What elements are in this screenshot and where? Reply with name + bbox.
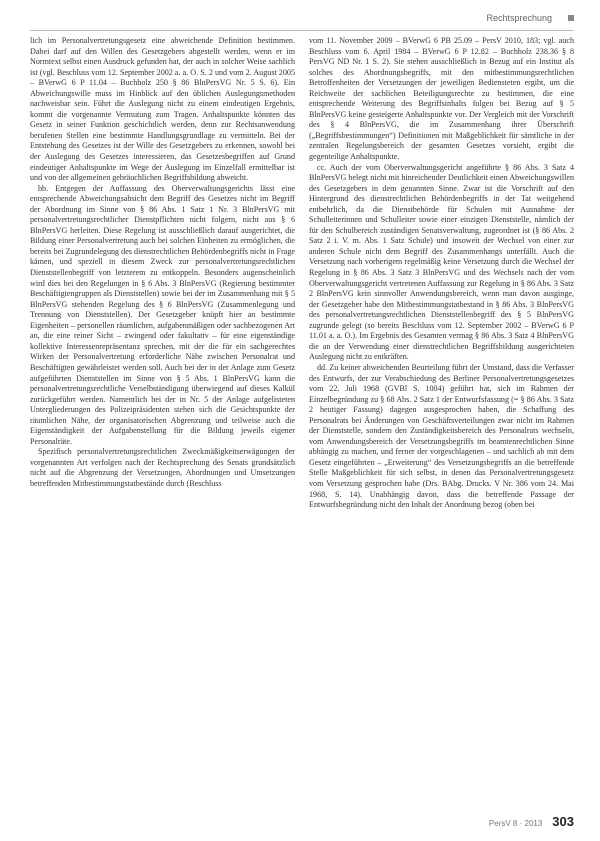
section-title: Rechtsprechung	[486, 13, 552, 23]
paragraph: dd. Zu keiner abweichenden Beurteilung führt der Umstand, dass die Verfasser des Entwurfs, der zur Verabschiedung des Berliner Personalvertretungsgesetzes vom 22. Juli 1968 (GVBl S. 1004) geführt hat, sich im Rahmen der Einzelbegründung zu § 68 Abs. 2 Satz 1 der Entwurfsfassung (= § 86 Abs. 3 Satz 2 heutiger Fassung) dagegen ausgesprochen haben, die Schaffung des Personalrats bei Änderungen von Geschäftsverteilungen zwar nicht im Rahmen der Dienststelle, sondern den Zuständigkeitsbereich des Personalrats wechseln, vom Anwendungsbereich der Versetzungsbegriffs im beamtenrechtlichen Sinne abhängig zu machen, und ferner der vorgeschlagenen – und sachlich ab mit dem Gesetz eingeführten – „Erweiterung“ des Versetzungsbegriffs an die betreffende Stelle Maßgeblichkeit für sich selbst, in denen das Personalvertretungsgesetz vom Versetzung gesprochen habe (Drs. BAbg. Drucks. V Nr. 386 vom 24. Mai 1968, S. 14). Unabhängig davon, dass die betreffende Passage der Entwurfsbegründung nicht den Inhalt der Anordnung bezog (oben bei	[309, 362, 574, 510]
issue-label: PersV 8 · 2013	[488, 819, 543, 828]
paragraph: bb. Entgegen der Auffassung des Oberverwaltungsgerichts lässt eine entsprechende Abweichungsabsicht dem Begriff des Gesetzes nicht im Begriff der Abordnung im Sinne von § 86 Abs. 1 Satz 1 Nr. 3 BlnPersVG mit personalvertretungsrechtlicher Dienstpflichten nicht folgern, nicht aus § 6 BlnPersVG herleiten. Diese Regelung ist ausschließlich darauf ausgerichtet, die Bildung einer Personalvertretung auch bei solchen Einheiten zu ermöglichen, die bereits bei Zugrundelegung des dienstrechtlichen Behördenbegriffs nicht in Frage kämen, und speziell in diesem Zweck zur personalvertretungsrechtlichen Dienststellenbegriff von letzterem zu entkoppeln. Besonders augenscheinlich wird dies bei den Regelungen in § 6 Abs. 3 BlnPersVG (Regierung bestimmter Beschäftigtengruppen als Dienststellen) sowie bei der im Zusammenhang mit § 5 BlnPersVG stehenden Regelung des § 6 BlnPersVG (Zusammenlegung und Trennung von Dienststellen). Der Gesetzgeber knüpft hier an bestimmte Eigenheiten – personellen räumlichen, aufgabenmäßigen oder sachbezogenen Art an, die eine reiner Sicht – zwingend oder fakultativ – für eine eigenständige kollektive Interessenrepräsentanz sprechen, mit der die für ein sachgerechtes Wirken der Personalvertretung erforderliche Nähe zwischen Personalrat und Beschäftigten gewährleistet werden soll. Auch bei der in der Anlage zum Gesetz aufgeführten Dienststellen im Sinne von § 5 Abs. 1 BlnPersVG kann die personalvertretungsrechtliche Verselbständigung überwiegend auf dieses Kalkül zurückgeführt werden. Namentlich bei der in Nr. 5 der Anlage aufgelisteten Untergliederungen des Polizeipräsidenten stehen sich die Gesichtspunkte der räumlichen Nähe, der organisatorischen Abgrenzung und teilweise auch die Eigenständigkeit der Aufgabenstellung für die Bildung jeweils eigener Personalräte.	[30, 183, 295, 446]
page-number: 303	[552, 814, 574, 829]
left-column	[30, 36, 295, 807]
section-marker-icon	[568, 15, 574, 21]
paragraph: lich im Personalvertretungsgesetz eine abweichende Definition bestimmen. Dabei darf auf den Willen des Gesetzgebers abgestellt werden, wenn er im Normtext selbst einen Ausdruck gefunden hat, der auch in solcher Weise sachlich ist (vgl. Beschluss vom 12. September 2002 a. a. O. S. 2 und vom 2. August 2005 – BVerwG 6 P 11.04 – Buchholz 250 § 86 BlnPersVG Nr. 5 S. 6). Ein Abweichungswille muss im Hinblick auf den üblichen Auslegungsmethoden nachweisbar sein. Führt die Auslegung nicht zu einem eindeutigen Ergebnis, kommt die vorgenannte Vermutung zum Tragen. Anhaltspunkte könnten das Gesetz in seiner Funktion geschichtlich werden, denn zur Rechtsanwendung berufenen Stellen eine bestimmte Handlungsgrundlage zu vermitteln. Bei der Entstehung des Gesetzes ist der Wille des Gesetzgebers zu erkennen, sowohl bei der Auslegung des Gesetzes interessieren, das Gesetzesbegriffen auf Grund eindeutiger Anhaltspunkte im Wege der Auslegung im Einzelfall ermittelbar ist und von der allgemeinen gebräuchlichen Begriffsbildung abweicht.	[30, 36, 295, 183]
running-header	[30, 10, 574, 26]
page-footer	[489, 814, 574, 829]
paragraph: Spezifisch personalvertretungsrechtlichen Zweckmäßigkeitserwägungen der vorgenannten Art verfolgen nach der Rechtsprechung des Senats grundsätzlich nicht auf die Abgrenzung der Versetzungen, Abordnungen und Umsetzungen betreffenden Mitbestimmungstatbestände durch (Beschluss	[30, 447, 295, 488]
paragraph: cc. Auch der vom Oberverwaltungsgericht angeführte § 86 Abs. 3 Satz 4 BlnPersVG belegt nicht mit hinreichender Deutlichkeit einen Abweichungswillen des Gesetzgebers in dem genannten Sinne. Zwar ist die Vorschrift auf den Hintergrund des dienstrechtlichen Behördenbegriffs in der Tat weitgehend entbehrlich, da die Dienstbehörde für Schulen mit Ausnahme der Schulleiterinnen und Schulleiter sowie einer einzigen Dienststelle, nämlich der für den Schulbereich zuständigen Senatsverwaltung, zugeordnet ist (§ 86 Abs. 2 Satz 2 i. V. m. Abs. 1 Satz Schule) und insoweit der Wechsel von einer zur anderen Schule nicht dem Begriff des Zusammenhangs unterfällt. Auch die Versetzung nach vorherigem regelmäßig keine Versetzung durch die Wechsel der Regelung in § 86 Abs. 3 Satz 3 BlnPersVG und des Wechsels nach der vom Oberverwaltungsgericht vertretenen Auffassung zur Regelung in § 86 Abs. 3 Satz 2 BlnPersVG kein sinnvoller Anwendungsbereich, wenn man davon ausginge, der Gesetzgeber habe den Mitbestimmungstatbestand in § 86 Abs. 3 BlnPersVG des personalvertretungsrechtlichen Dienststellenbegriff des § 5 BlnPersVG zugrunde gelegt (so bereits Beschluss vom 12. September 2002 – BVerwG 6 P 11.01 a. a. O.). Im Ergebnis des Gesamten vermag § 86 Abs. 3 Satz 4 BlnPersVG die an der Verwendung einer dienstrechtlichen Begriffsbildung ausgerichteten Auslegung nicht zu entkräften.	[309, 162, 574, 362]
text-columns	[30, 36, 574, 807]
right-column	[309, 36, 574, 807]
paragraph: vom 11. November 2009 – BVerwG 6 PB 25.09 – PersV 2010, 183; vgl. auch Beschluss vom 6. April 1984 – BVerwG 6 P 12.82 – Buchholz 238.36 § 8 PersVG ND Nr. 1 S. 2). Sie stehen ausschließlich in Bezug auf ein Institut als solches des Abordnungsbegriffs, mit den mitbestimmungsrechtlichen Betroffenheiten der Versetzungen der jeweiligen Bediensteten ergibt, um die Reichweite der sachlichen Beteiligungsrechte zu bestimmen, die eine entsprechende Weiterung des Begriffsinhalts folgen bei Bezug auf § 5 BlnPersVG keine gesteigerte Anhaltspunkte vor. Der Vergleich mit der Vorschrift des § 4 BlnPersVG, die im Zusammenhang ihrer Überschrift („Begriffsbestimmungen“) Definitionen mit Maßgeblichkeit für sämtliche in der zentralen Regelungsbereich der gesamten Gesetzes vorsieht, ergibt die gegenteilige Anhaltspunkte.	[309, 36, 574, 162]
header-divider	[30, 30, 574, 31]
